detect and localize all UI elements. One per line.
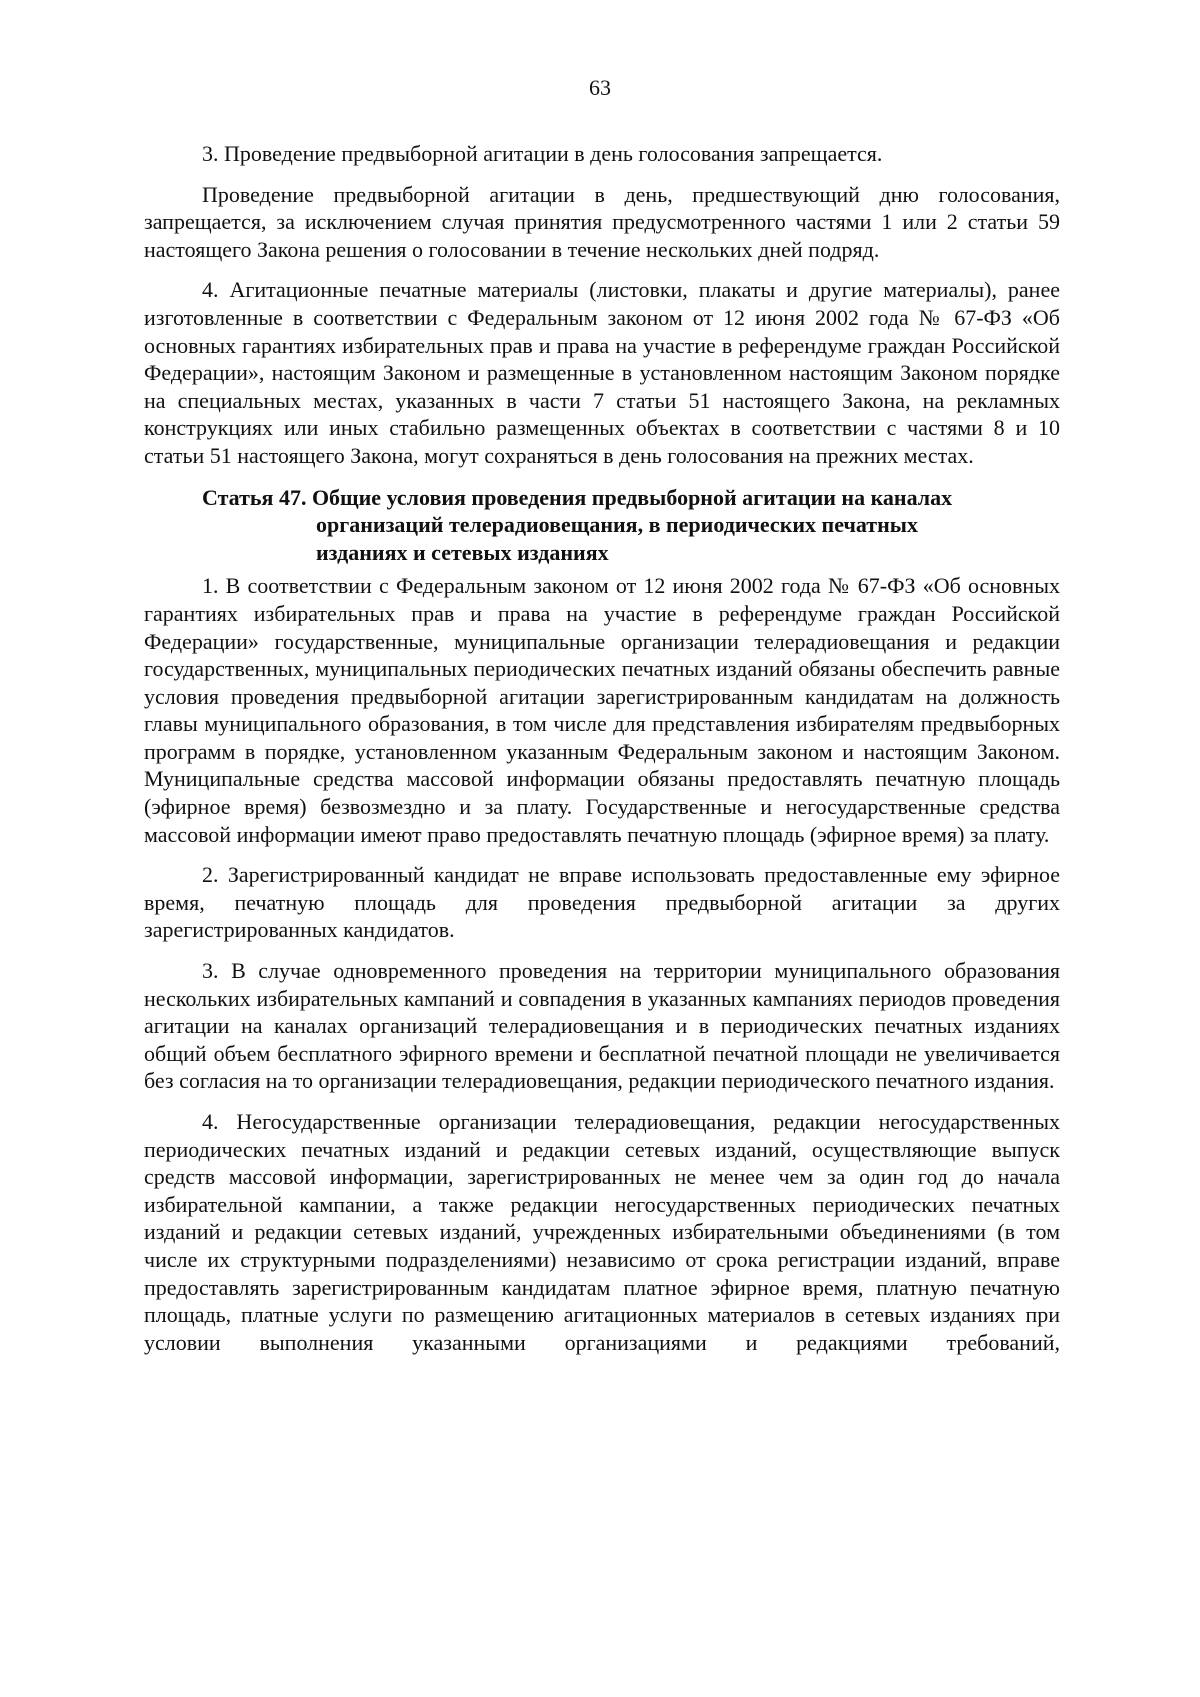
article-47-paragraph-3: 3. В случае одновременного проведения на территории муниципального образования нескольких избирательных кампаний и совпадения в указанных кампаниях периодов проведения агитации на каналах организаций телерадиовещания и в периодических печатных изданиях общий объем бесплатного эфирного времени и бесплатной печатной площади не увеличивается без согласия на то организации телерадиовещания, редакции периодического печатного издания. bbox=[144, 958, 1060, 1094]
paragraph-day-before-voting: Проведение предвыборной агитации в день, предшествующий дню голосования, запрещается, за исключением случая принятия предусмотренного частями 1 или 2 статьи 59 настоящего Закона решения о голосовании в течение нескольких дней подряд. bbox=[144, 181, 1060, 262]
paragraph-3-voting-day-ban: 3. Проведение предвыборной агитации в день голосования запрещается. bbox=[202, 141, 883, 166]
article-heading-line-2: организаций телерадиовещания, в периодических печатных bbox=[316, 512, 918, 538]
page-number: 63 bbox=[589, 75, 611, 100]
article-47-paragraph-1: 1. В соответствии с Федеральным законом от 12 июня 2002 года № 67-ФЗ «Об основных гарантиях избирательных прав и права на участие в референдуме граждан Российской Федерации» государственные, муниципальные организации телерадиовещания и редакции государственных, муниципальных периодических печатных изданий обязаны обеспечить равные условия проведения предвыборной агитации зарегистрированным кандидатам на должность главы муниципального образования, в том числе для представления избирателям предвыборных программ в порядке, установленном указанным Федеральным законом и настоящим Законом. Муниципальные средства массовой информации обязаны предоставлять печатную площадь (эфирное время) безвозмездно и за плату. Государственные и негосударственные средства массовой информации имеют право предоставлять печатную площадь (эфирное время) за плату. bbox=[144, 573, 1060, 847]
article-47-paragraph-4: 4. Негосударственные организации телерадиовещания, редакции негосударственных периодических печатных изданий и редакции сетевых изданий, осуществляющие выпуск средств массовой информации, зарегистрированных не менее чем за один год до начала избирательной кампании, а также редакции негосударственных периодических печатных изданий и редакции сетевых изданий, учрежденных избирательными объединениями (в том числе их структурными подразделениями) независимо от срока регистрации изданий, вправе предоставлять зарегистрированным кандидатам платное эфирное время, платную печатную площадь, платные услуги по размещению агитационных материалов в сетевых изданиях при условии выполнения указанными организациями и редакциями требований, bbox=[144, 1109, 1060, 1355]
article-heading-line-1: Статья 47. Общие условия проведения предвыборной агитации на каналах bbox=[202, 484, 953, 510]
article-heading-line-3: изданиях и сетевых изданиях bbox=[316, 539, 609, 565]
document-body bbox=[144, 140, 1060, 1369]
paragraph-4-printed-materials: 4. Агитационные печатные материалы (листовки, плакаты и другие материалы), ранее изготовленные в соответствии с Федеральным законом от 12 июня 2002 года № 67-ФЗ «Об основных гарантиях избирательных прав и права на участие в референдуме граждан Российской Федерации», настоящим Законом и размещенные в установленном настоящим Законом порядке на специальных местах, указанных в части 7 статьи 51 настоящего Закона, на рекламных конструкциях или иных стабильно размещенных объектах в соответствии с частями 8 и 10 статьи 51 настоящего Закона, могут сохраняться в день голосования на прежних местах. bbox=[144, 277, 1060, 468]
article-47-paragraph-2: 2. Зарегистрированный кандидат не вправе использовать предоставленные ему эфирное время, печатную площадь для проведения предвыборной агитации за других зарегистрированных кандидатов. bbox=[144, 862, 1060, 943]
article-47-heading bbox=[144, 484, 1060, 567]
